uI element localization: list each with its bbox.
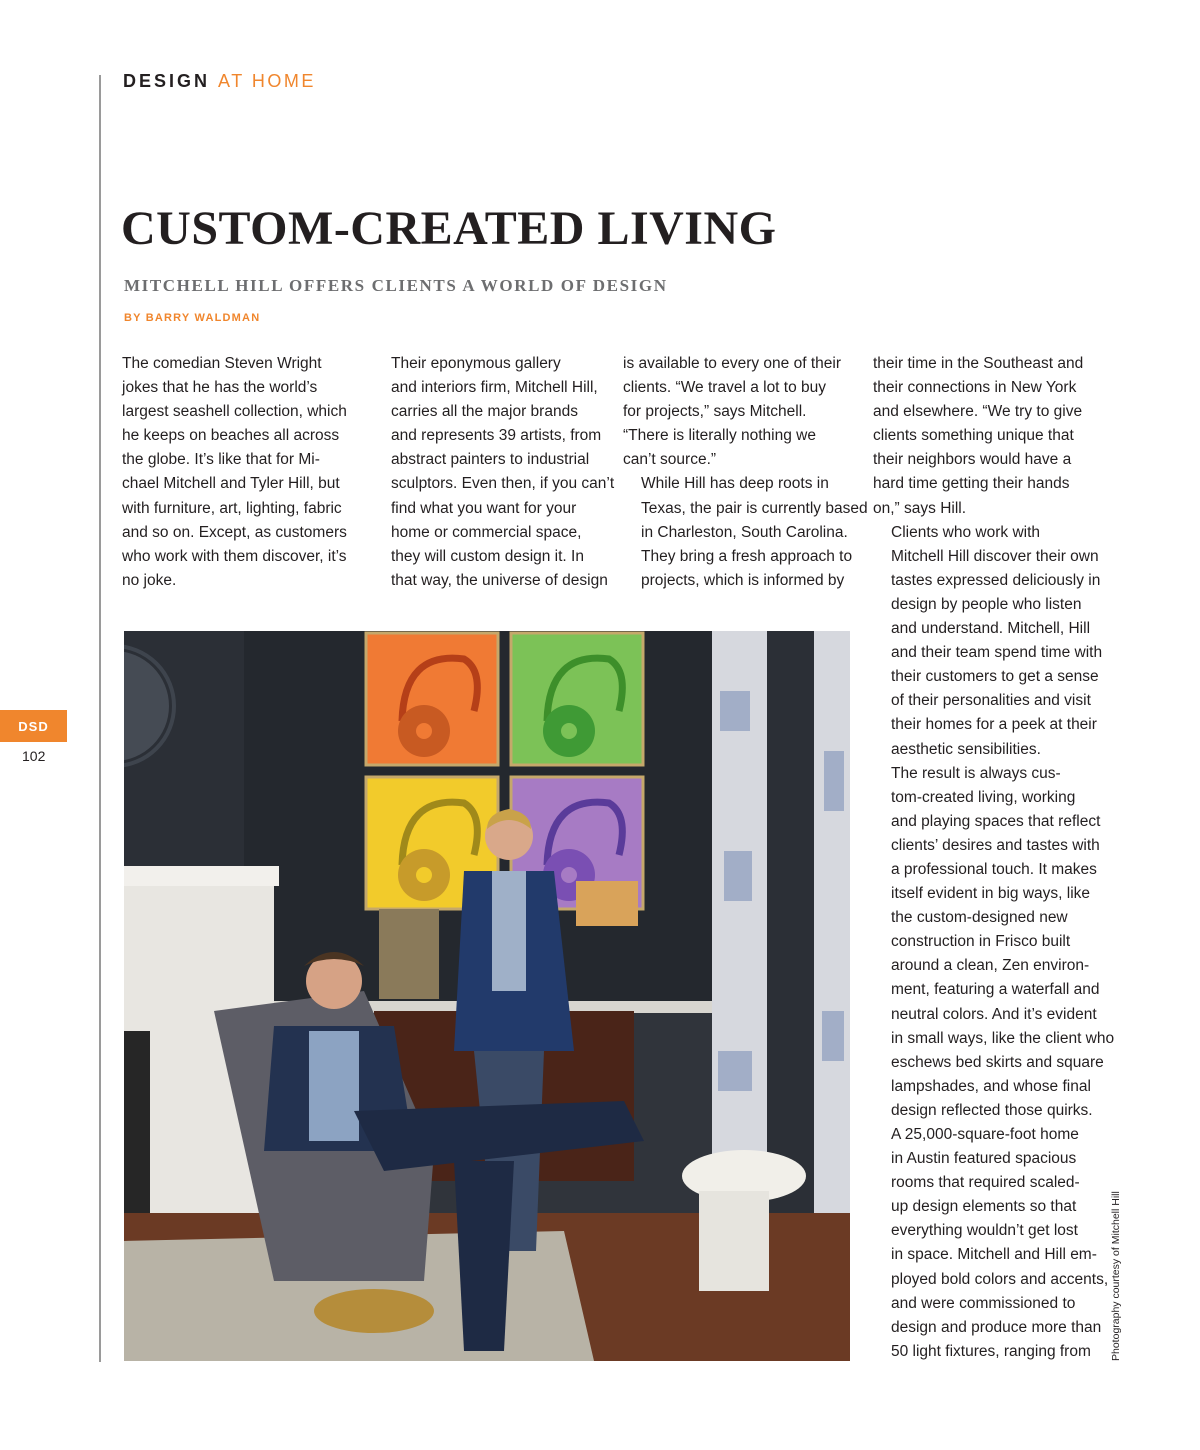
text-line: construction in Frisco built bbox=[891, 933, 1071, 951]
text-line: is available to every one of their bbox=[623, 355, 841, 372]
paragraph bbox=[873, 352, 1109, 521]
text-line: itself evident in big ways, like bbox=[891, 885, 1091, 903]
page-number: 102 bbox=[22, 748, 46, 764]
feature-photo bbox=[124, 631, 850, 1361]
text-line: eschews bed skirts and square bbox=[891, 1053, 1104, 1071]
text-line: clients. “We travel a lot to buy bbox=[623, 379, 827, 397]
text-line: Texas, the pair is currently based bbox=[641, 499, 868, 517]
text-line: the custom-designed new bbox=[891, 909, 1068, 927]
text-line: carries all the major brands bbox=[391, 403, 578, 421]
text-column-1 bbox=[122, 352, 358, 593]
text-line: everything wouldn’t get lost bbox=[891, 1222, 1078, 1240]
text-line: aesthetic sensibilities. bbox=[891, 740, 1041, 758]
text-column-2 bbox=[373, 352, 615, 593]
text-line: that way, the universe of design bbox=[391, 571, 608, 589]
text-line: who work with them discover, it’s bbox=[122, 547, 347, 565]
text-line: tom-created living, working bbox=[891, 788, 1076, 806]
text-line: and their team spend time with bbox=[891, 644, 1103, 662]
text-line: largest seashell collection, which bbox=[122, 403, 347, 421]
text-line: their connections in New York bbox=[873, 379, 1077, 397]
paragraph bbox=[373, 352, 615, 593]
text-line: for projects,” says Mitchell. bbox=[623, 403, 807, 421]
paragraph bbox=[122, 352, 358, 593]
text-line: 50 light fixtures, ranging from bbox=[891, 1342, 1091, 1360]
photo-illustration bbox=[124, 631, 850, 1361]
text-line: sculptors. Even then, if you can’t bbox=[391, 475, 615, 493]
text-line: lampshades, and whose final bbox=[891, 1077, 1091, 1095]
text-column-4 bbox=[873, 352, 1115, 1364]
text-line: neutral colors. And it’s evident bbox=[891, 1005, 1097, 1023]
text-line: design and produce more than bbox=[891, 1318, 1102, 1336]
section-label bbox=[123, 71, 316, 92]
text-line: on,” says Hill. bbox=[873, 499, 967, 517]
text-line: in Austin featured spacious bbox=[891, 1150, 1077, 1168]
text-line: design by people who listen bbox=[891, 595, 1082, 613]
text-line: home or commercial space, bbox=[391, 523, 582, 541]
margin-rule bbox=[99, 75, 101, 1362]
text-line: chael Mitchell and Tyler Hill, but bbox=[122, 475, 340, 493]
text-line: ment, featuring a waterfall and bbox=[891, 981, 1100, 999]
text-line: The comedian Steven Wright bbox=[122, 355, 322, 372]
section-label-bold: DESIGN bbox=[123, 71, 211, 91]
text-line: abstract painters to industrial bbox=[391, 451, 590, 469]
text-line: While Hill has deep roots in bbox=[641, 475, 829, 493]
text-line: design reflected those quirks. bbox=[891, 1101, 1093, 1119]
text-line: their neighbors would have a bbox=[873, 451, 1072, 469]
text-line: they will custom design it. In bbox=[391, 547, 584, 565]
text-line: with furniture, art, lighting, fabric bbox=[122, 499, 342, 517]
text-line: clients’ desires and tastes with bbox=[891, 836, 1100, 854]
text-line: their time in the Southeast and bbox=[873, 355, 1084, 372]
text-line: in Charleston, South Carolina. bbox=[641, 523, 848, 541]
paragraph bbox=[873, 521, 1109, 762]
paragraph bbox=[873, 762, 1115, 1123]
text-line: and were commissioned to bbox=[891, 1294, 1076, 1312]
text-line: their customers to get a sense bbox=[891, 668, 1099, 686]
text-line: Clients who work with bbox=[891, 523, 1041, 541]
text-line: in space. Mitchell and Hill em- bbox=[891, 1246, 1097, 1264]
text-line: rooms that required scaled- bbox=[891, 1174, 1080, 1192]
text-line: of their personalities and visit bbox=[891, 692, 1091, 710]
article-subtitle: MITCHELL HILL OFFERS CLIENTS A WORLD OF DESIGN bbox=[124, 276, 668, 295]
text-line: find what you want for your bbox=[391, 499, 577, 517]
text-line: tastes expressed deliciously in bbox=[891, 571, 1101, 589]
photo-credit: Photography courtesy of Mitchell Hill bbox=[1110, 1191, 1122, 1361]
text-line: ployed bold colors and accents, bbox=[891, 1270, 1109, 1288]
paragraph bbox=[623, 352, 859, 472]
byline: BY BARRY WALDMAN bbox=[124, 312, 261, 324]
text-line: in small ways, like the client who bbox=[891, 1029, 1115, 1047]
text-line: can’t source.” bbox=[623, 451, 717, 469]
section-label-accent: AT HOME bbox=[218, 71, 316, 91]
text-line: projects, which is informed by bbox=[641, 571, 845, 589]
text-line: and so on. Except, as customers bbox=[122, 523, 347, 541]
text-line: around a clean, Zen environ- bbox=[891, 957, 1090, 975]
text-line: and playing spaces that reflect bbox=[891, 812, 1101, 830]
text-line: their homes for a peek at their bbox=[891, 716, 1097, 734]
text-column-3 bbox=[623, 352, 868, 593]
text-line: They bring a fresh approach to bbox=[641, 547, 853, 565]
paragraph bbox=[873, 1123, 1109, 1364]
text-line: and represents 39 artists, from bbox=[391, 427, 602, 445]
text-line: Mitchell Hill discover their own bbox=[891, 547, 1099, 565]
text-line: hard time getting their hands bbox=[873, 475, 1070, 493]
text-line: jokes that he has the world’s bbox=[122, 379, 318, 397]
text-line: clients something unique that bbox=[873, 427, 1074, 445]
text-line: “There is literally nothing we bbox=[623, 427, 816, 445]
paragraph bbox=[623, 472, 868, 592]
text-line: and elsewhere. “We try to give bbox=[873, 403, 1083, 421]
text-line: and interiors firm, Mitchell Hill, bbox=[391, 379, 598, 397]
text-line: up design elements so that bbox=[891, 1198, 1077, 1216]
text-line: the globe. It’s like that for Mi- bbox=[122, 451, 320, 469]
text-line: no joke. bbox=[122, 571, 177, 589]
text-line: The result is always cus- bbox=[891, 764, 1061, 782]
magazine-tab: DSD bbox=[0, 710, 67, 742]
text-line: he keeps on beaches all across bbox=[122, 427, 340, 445]
text-line: Their eponymous gallery bbox=[391, 355, 561, 372]
text-line: and understand. Mitchell, Hill bbox=[891, 620, 1091, 638]
text-line: a professional touch. It makes bbox=[891, 860, 1097, 878]
text-line: A 25,000-square-foot home bbox=[891, 1126, 1079, 1143]
article-title: CUSTOM-CREATED LIVING bbox=[121, 202, 777, 255]
